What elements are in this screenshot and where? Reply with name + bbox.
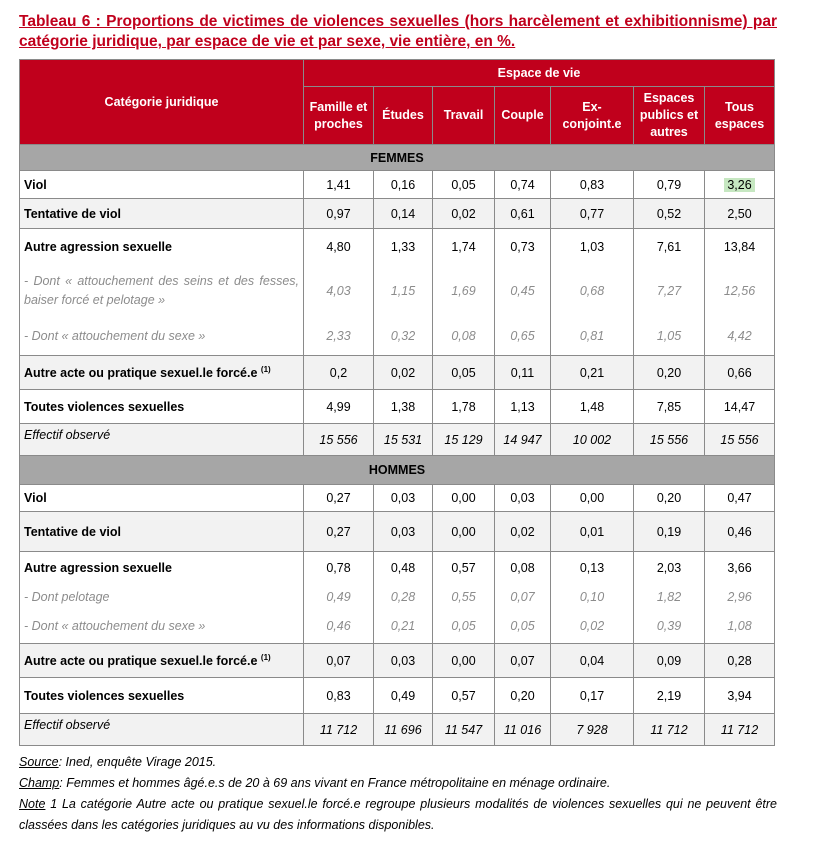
row-label: Autre acte ou pratique sexuel.le forcé.e $^{(1)}$ bbox=[20, 356, 304, 390]
col-header-travail: Travail bbox=[433, 87, 495, 145]
cell: 0,21 bbox=[551, 356, 634, 390]
cell: 1,69 bbox=[433, 265, 495, 317]
cell: 0,45 bbox=[495, 265, 551, 317]
cell: 0,46 bbox=[304, 610, 374, 644]
row-label: Tentative de viol bbox=[20, 512, 304, 552]
cell: 11 712 bbox=[705, 714, 775, 746]
footnote-1: Note 1 La catégorie Autre acte ou pratique sexuel.le forcé.e regroupe plusieurs modalités de violences sexuelles qui ne peuvent être classées dans les catégories juridiques au vu des informations disponibles. bbox=[19, 797, 777, 832]
cell: 0,52 bbox=[634, 199, 705, 229]
cell: 0,57 bbox=[433, 552, 495, 585]
cell: 0,28 bbox=[374, 585, 433, 610]
cell: 4,99 bbox=[304, 390, 374, 424]
row-label: Effectif observé bbox=[20, 424, 304, 456]
row-label: - Dont « attouchement du sexe » bbox=[20, 317, 304, 356]
cell: 0,07 bbox=[495, 644, 551, 678]
cell: 0,27 bbox=[304, 512, 374, 552]
table-row bbox=[20, 610, 775, 644]
cell bbox=[705, 171, 775, 199]
cell: 0,13 bbox=[551, 552, 634, 585]
cell: 0,47 bbox=[705, 485, 775, 512]
cell: 12,56 bbox=[705, 265, 775, 317]
cell: 0,05 bbox=[433, 610, 495, 644]
table-row bbox=[20, 485, 775, 512]
row-label: Effectif observé bbox=[20, 714, 304, 746]
cell: 0,03 bbox=[374, 512, 433, 552]
cell: 0,11 bbox=[495, 356, 551, 390]
cell: 1,05 bbox=[634, 317, 705, 356]
table-row bbox=[20, 678, 775, 714]
cell: 0,68 bbox=[551, 265, 634, 317]
cell: 0,00 bbox=[433, 485, 495, 512]
cell: 0,32 bbox=[374, 317, 433, 356]
cell: 15 531 bbox=[374, 424, 433, 456]
row-label bbox=[20, 265, 304, 317]
cell: 0,39 bbox=[634, 610, 705, 644]
cell: 0,20 bbox=[495, 678, 551, 714]
col-header-couple: Couple bbox=[495, 87, 551, 145]
table-row bbox=[20, 317, 775, 356]
col-header-etudes: Études bbox=[374, 87, 433, 145]
cell: 13,84 bbox=[705, 229, 775, 265]
table-row bbox=[20, 356, 775, 390]
cell: 0,55 bbox=[433, 585, 495, 610]
row-label: Autre agression sexuelle bbox=[20, 229, 304, 265]
cell: 0,02 bbox=[551, 610, 634, 644]
row-label: Viol bbox=[20, 171, 304, 199]
cell: 0,48 bbox=[374, 552, 433, 585]
cell: 2,03 bbox=[634, 552, 705, 585]
cell: 0,02 bbox=[495, 512, 551, 552]
cell: 0,78 bbox=[304, 552, 374, 585]
cell: 0,97 bbox=[304, 199, 374, 229]
cell: 1,13 bbox=[495, 390, 551, 424]
cell: 1,08 bbox=[705, 610, 775, 644]
cell: 0,07 bbox=[495, 585, 551, 610]
cell: 0,83 bbox=[304, 678, 374, 714]
cell: 11 712 bbox=[304, 714, 374, 746]
cell: 0,28 bbox=[705, 644, 775, 678]
cell: 0,03 bbox=[374, 644, 433, 678]
cell: 2,33 bbox=[304, 317, 374, 356]
row-label: Autre agression sexuelle bbox=[20, 552, 304, 585]
cell: 0,03 bbox=[374, 485, 433, 512]
cell: 14 947 bbox=[495, 424, 551, 456]
cell: 1,82 bbox=[634, 585, 705, 610]
table-title: Tableau 6 : Proportions de victimes de violences sexuelles (hors harcèlement et exhibitionnisme) par catégorie juridique, par espace de vie et par sexe, vie entière, en %. bbox=[19, 13, 777, 50]
cell: 0,57 bbox=[433, 678, 495, 714]
cell: 0,00 bbox=[551, 485, 634, 512]
row-label: Viol bbox=[20, 485, 304, 512]
col-header-tous-espaces: Tous espaces bbox=[705, 87, 775, 145]
cell: 15 556 bbox=[705, 424, 775, 456]
table-row bbox=[20, 644, 775, 678]
cell: 0,05 bbox=[433, 171, 495, 199]
cell: 0,08 bbox=[433, 317, 495, 356]
table-row bbox=[20, 390, 775, 424]
cell: 0,08 bbox=[495, 552, 551, 585]
col-header-famille: Famille et proches bbox=[304, 87, 374, 145]
cell: 0,49 bbox=[374, 678, 433, 714]
cell: 15 129 bbox=[433, 424, 495, 456]
header-espace-de-vie: Espace de vie bbox=[304, 60, 775, 87]
cell: 3,94 bbox=[705, 678, 775, 714]
cell: 10 002 bbox=[551, 424, 634, 456]
champ-note: Champ: Femmes et hommes âgé.e.s de 20 à 69 ans vivant en France métropolitaine en ménage ordinaire. bbox=[19, 776, 611, 790]
footnote-ref: (1) bbox=[260, 652, 271, 662]
cell: 0,46 bbox=[705, 512, 775, 552]
cell: 0,79 bbox=[634, 171, 705, 199]
table-row bbox=[20, 585, 775, 610]
cell: 0,00 bbox=[433, 644, 495, 678]
highlighted-value: 3,26 bbox=[724, 178, 754, 192]
cell: 1,74 bbox=[433, 229, 495, 265]
cell: 0,01 bbox=[551, 512, 634, 552]
cell: 0,02 bbox=[433, 199, 495, 229]
section-hommes: HOMMES bbox=[20, 456, 775, 485]
header-category: Catégorie juridique bbox=[20, 60, 304, 145]
cell: 7,61 bbox=[634, 229, 705, 265]
cell: 11 696 bbox=[374, 714, 433, 746]
row-label: Toutes violences sexuelles bbox=[20, 678, 304, 714]
cell: 7,27 bbox=[634, 265, 705, 317]
cell: 15 556 bbox=[304, 424, 374, 456]
cell: 0,00 bbox=[433, 512, 495, 552]
cell: 1,15 bbox=[374, 265, 433, 317]
cell: 0,03 bbox=[495, 485, 551, 512]
cell: 0,74 bbox=[495, 171, 551, 199]
table-row bbox=[20, 424, 775, 456]
cell: 0,21 bbox=[374, 610, 433, 644]
cell: 0,2 bbox=[304, 356, 374, 390]
row-label: - Dont pelotage bbox=[20, 585, 304, 610]
cell: 0,65 bbox=[495, 317, 551, 356]
cell: 7 928 bbox=[551, 714, 634, 746]
section-femmes: FEMMES bbox=[20, 145, 775, 171]
cell: 0,17 bbox=[551, 678, 634, 714]
cell: 0,27 bbox=[304, 485, 374, 512]
cell: 0,04 bbox=[551, 644, 634, 678]
cell: 0,09 bbox=[634, 644, 705, 678]
col-header-ex-conjoint: Ex-conjoint.e bbox=[551, 87, 634, 145]
row-label: Tentative de viol bbox=[20, 199, 304, 229]
cell: 0,14 bbox=[374, 199, 433, 229]
footnote-ref: (1) bbox=[260, 364, 271, 374]
table-row bbox=[20, 229, 775, 265]
cell: 1,48 bbox=[551, 390, 634, 424]
cell: 0,02 bbox=[374, 356, 433, 390]
table-row bbox=[20, 552, 775, 585]
cell: 3,66 bbox=[705, 552, 775, 585]
table-row bbox=[20, 714, 775, 746]
cell: 0,10 bbox=[551, 585, 634, 610]
cell: 0,66 bbox=[705, 356, 775, 390]
table-row bbox=[20, 171, 775, 199]
cell: 0,61 bbox=[495, 199, 551, 229]
cell: 0,05 bbox=[495, 610, 551, 644]
data-table bbox=[19, 59, 775, 746]
cell: 0,07 bbox=[304, 644, 374, 678]
row-label: - Dont « attouchement du sexe » bbox=[20, 610, 304, 644]
cell: 15 556 bbox=[634, 424, 705, 456]
cell: 11 712 bbox=[634, 714, 705, 746]
cell: 0,49 bbox=[304, 585, 374, 610]
cell: 2,19 bbox=[634, 678, 705, 714]
table-row bbox=[20, 199, 775, 229]
cell: 2,50 bbox=[705, 199, 775, 229]
cell: 0,16 bbox=[374, 171, 433, 199]
cell: 0,81 bbox=[551, 317, 634, 356]
table-notes bbox=[19, 752, 777, 836]
cell: 0,19 bbox=[634, 512, 705, 552]
cell: 1,38 bbox=[374, 390, 433, 424]
cell: 11 547 bbox=[433, 714, 495, 746]
cell: 1,03 bbox=[551, 229, 634, 265]
cell: 1,41 bbox=[304, 171, 374, 199]
cell: 0,83 bbox=[551, 171, 634, 199]
cell: 4,03 bbox=[304, 265, 374, 317]
cell: 0,73 bbox=[495, 229, 551, 265]
cell: 11 016 bbox=[495, 714, 551, 746]
cell: 1,33 bbox=[374, 229, 433, 265]
cell: 2,96 bbox=[705, 585, 775, 610]
cell: 0,20 bbox=[634, 356, 705, 390]
col-header-espaces-publics: Espaces publics et autres bbox=[634, 87, 705, 145]
cell: 4,42 bbox=[705, 317, 775, 356]
table-row bbox=[20, 265, 775, 317]
cell: 0,20 bbox=[634, 485, 705, 512]
cell: 4,80 bbox=[304, 229, 374, 265]
sub-label: - Dont « attouchement des seins et des fesses, baiser forcé et pelotage » bbox=[24, 273, 299, 307]
cell: 0,05 bbox=[433, 356, 495, 390]
row-label: Toutes violences sexuelles bbox=[20, 390, 304, 424]
cell: 14,47 bbox=[705, 390, 775, 424]
cell: 7,85 bbox=[634, 390, 705, 424]
cell: 0,77 bbox=[551, 199, 634, 229]
cell: 1,78 bbox=[433, 390, 495, 424]
table-row bbox=[20, 512, 775, 552]
row-label: Autre acte ou pratique sexuel.le forcé.e $^{(1)}$ bbox=[20, 644, 304, 678]
source-note: Source: Ined, enquête Virage 2015. bbox=[19, 755, 217, 769]
